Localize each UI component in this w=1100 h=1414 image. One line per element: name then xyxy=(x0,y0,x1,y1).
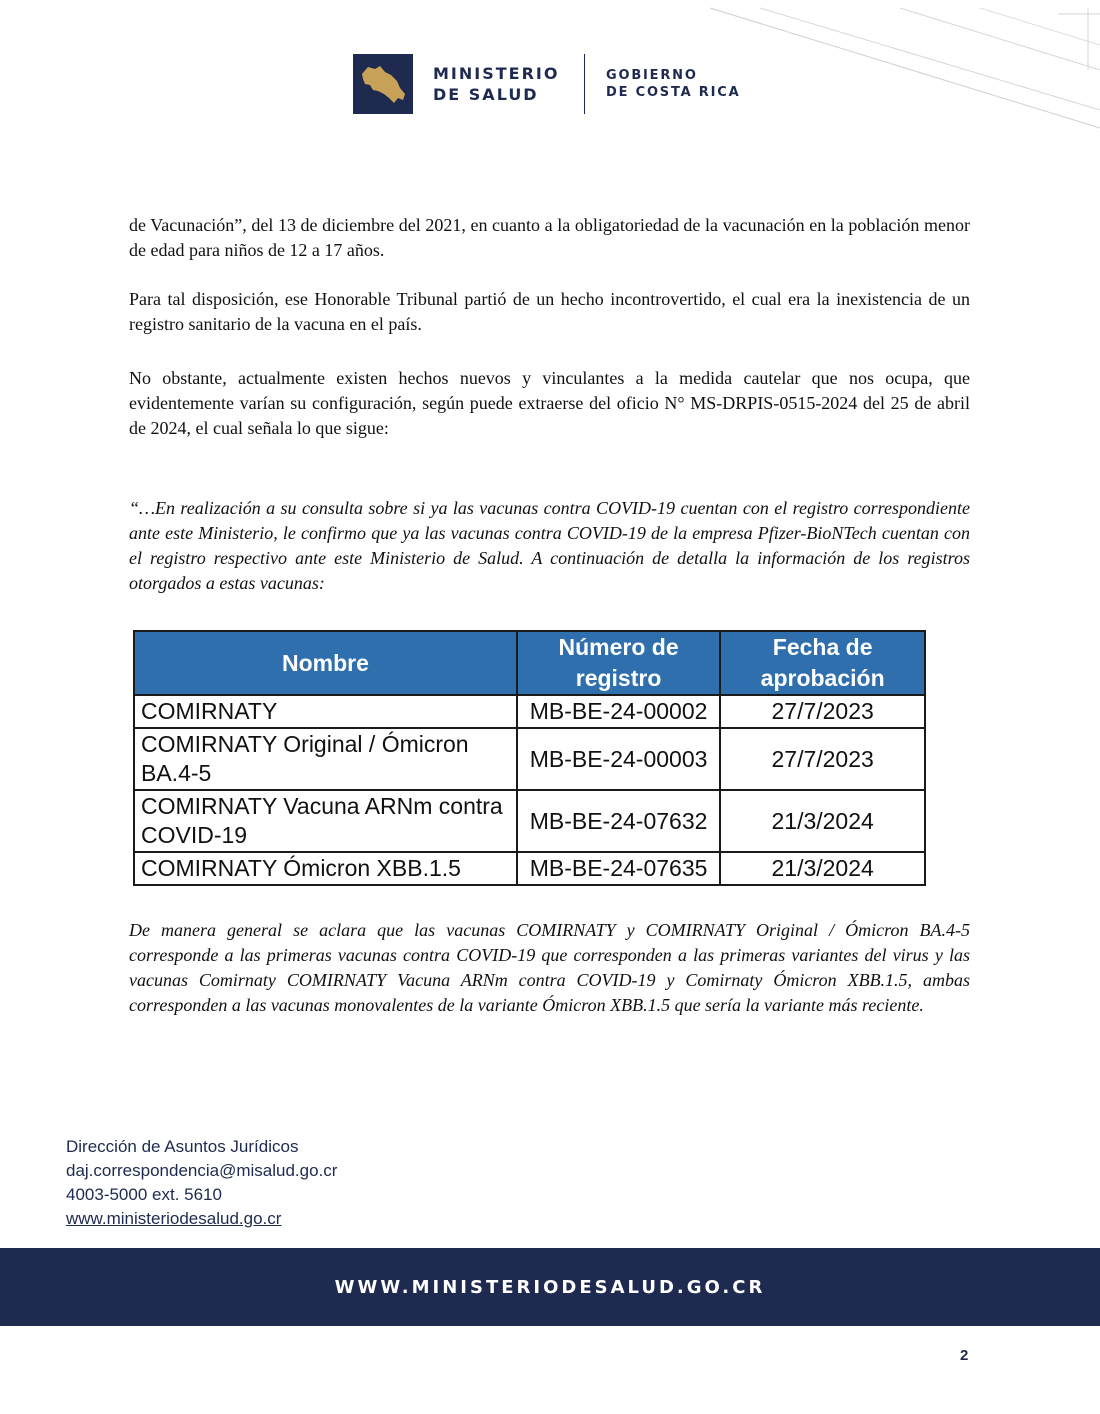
cell-fecha: 21/3/2024 xyxy=(720,790,925,852)
footer-banner xyxy=(0,1248,1100,1326)
cell-registro: MB-BE-24-07632 xyxy=(517,790,720,852)
table-row xyxy=(134,728,925,790)
closing-paragraph: De manera general se aclara que las vacunas COMIRNATY y COMIRNATY Original / Ómicron BA.4-5 corresponde a las primeras vacunas contra COVID-19 que corresponden a las primeras variantes del virus y las vacunas Comirnaty COMIRNATY Vacuna ARNm contra COVID-19 y Comirnaty Ómicron XBB.1.5, ambas corresponden a las vacunas monovalentes de la variante Ómicron XBB.1.5 que sería la variante más reciente. xyxy=(129,920,970,1015)
government-name-line2: DE COSTA RICA xyxy=(606,85,741,100)
page-number: 2 xyxy=(960,1347,969,1364)
header-divider xyxy=(584,54,585,114)
table-row xyxy=(134,852,925,885)
table-row xyxy=(134,790,925,852)
cell-nombre: COMIRNATY Original / Ómicron BA.4-5 xyxy=(134,728,517,790)
footer-banner-url: WWW.MINISTERIODESALUD.GO.CR xyxy=(334,1276,766,1298)
cell-nombre: COMIRNATY Ómicron XBB.1.5 xyxy=(134,852,517,885)
costa-rica-map-icon xyxy=(353,54,413,114)
ministry-name-line1: MINISTERIO xyxy=(433,64,560,83)
vaccine-registry-table xyxy=(133,630,926,886)
table-row xyxy=(134,695,925,728)
cell-nombre: COMIRNATY Vacuna ARNm contra COVID-19 xyxy=(134,790,517,852)
header-numero-registro: Número de registro xyxy=(517,631,720,695)
header-nombre: Nombre xyxy=(134,631,517,695)
cell-nombre: COMIRNATY xyxy=(134,695,517,728)
government-name-line1: GOBIERNO xyxy=(606,68,698,83)
table-header-row xyxy=(134,631,925,695)
costa-rica-map-logo xyxy=(353,54,413,114)
footer-department: Dirección de Asuntos Jurídicos xyxy=(66,1137,299,1156)
cell-registro: MB-BE-24-00002 xyxy=(517,695,720,728)
footer-website-link[interactable]: www.ministeriodesalud.go.cr xyxy=(66,1209,282,1228)
paragraph-3: No obstante, actualmente existen hechos nuevos y vinculantes a la medida cautelar que nos ocupa, que evidentemente varían su configuración, según puede extraerse del oficio N° MS-DRPIS-0515-2024 del 25 de abril de 2024, el cual señala lo que sigue: xyxy=(129,368,970,438)
paragraph-1: de Vacunación”, del 13 de diciembre del 2021, en cuanto a la obligatoriedad de la vacunación en la población menor de edad para niños de 12 a 17 años. xyxy=(129,215,970,260)
header-fecha-aprobacion: Fecha de aprobación xyxy=(720,631,925,695)
footer-phone: 4003-5000 ext. 5610 xyxy=(66,1185,222,1204)
cell-fecha: 27/7/2023 xyxy=(720,728,925,790)
ministry-name-line2: DE SALUD xyxy=(433,85,539,104)
cell-registro: MB-BE-24-00003 xyxy=(517,728,720,790)
government-name xyxy=(606,67,740,101)
quoted-paragraph: “…En realización a su consulta sobre si ya las vacunas contra COVID-19 cuentan con el registro correspondiente ante este Ministerio, le confirmo que ya las vacunas contra COVID-19 de la empresa Pfizer-BioNTech cuentan con el registro respectivo ante este Ministerio de Salud. A continuación de detalla la información de los registros otorgados a estas vacunas: xyxy=(129,498,970,593)
footer-email[interactable]: daj.correspondencia@misalud.go.cr xyxy=(66,1161,338,1180)
footer-contact xyxy=(66,1135,337,1231)
cell-registro: MB-BE-24-07635 xyxy=(517,852,720,885)
ministry-name xyxy=(433,63,559,105)
cell-fecha: 21/3/2024 xyxy=(720,852,925,885)
paragraph-2: Para tal disposición, ese Honorable Tribunal partió de un hecho incontrovertido, el cual era la inexistencia de un registro sanitario de la vacuna en el país. xyxy=(129,289,970,334)
cell-fecha: 27/7/2023 xyxy=(720,695,925,728)
